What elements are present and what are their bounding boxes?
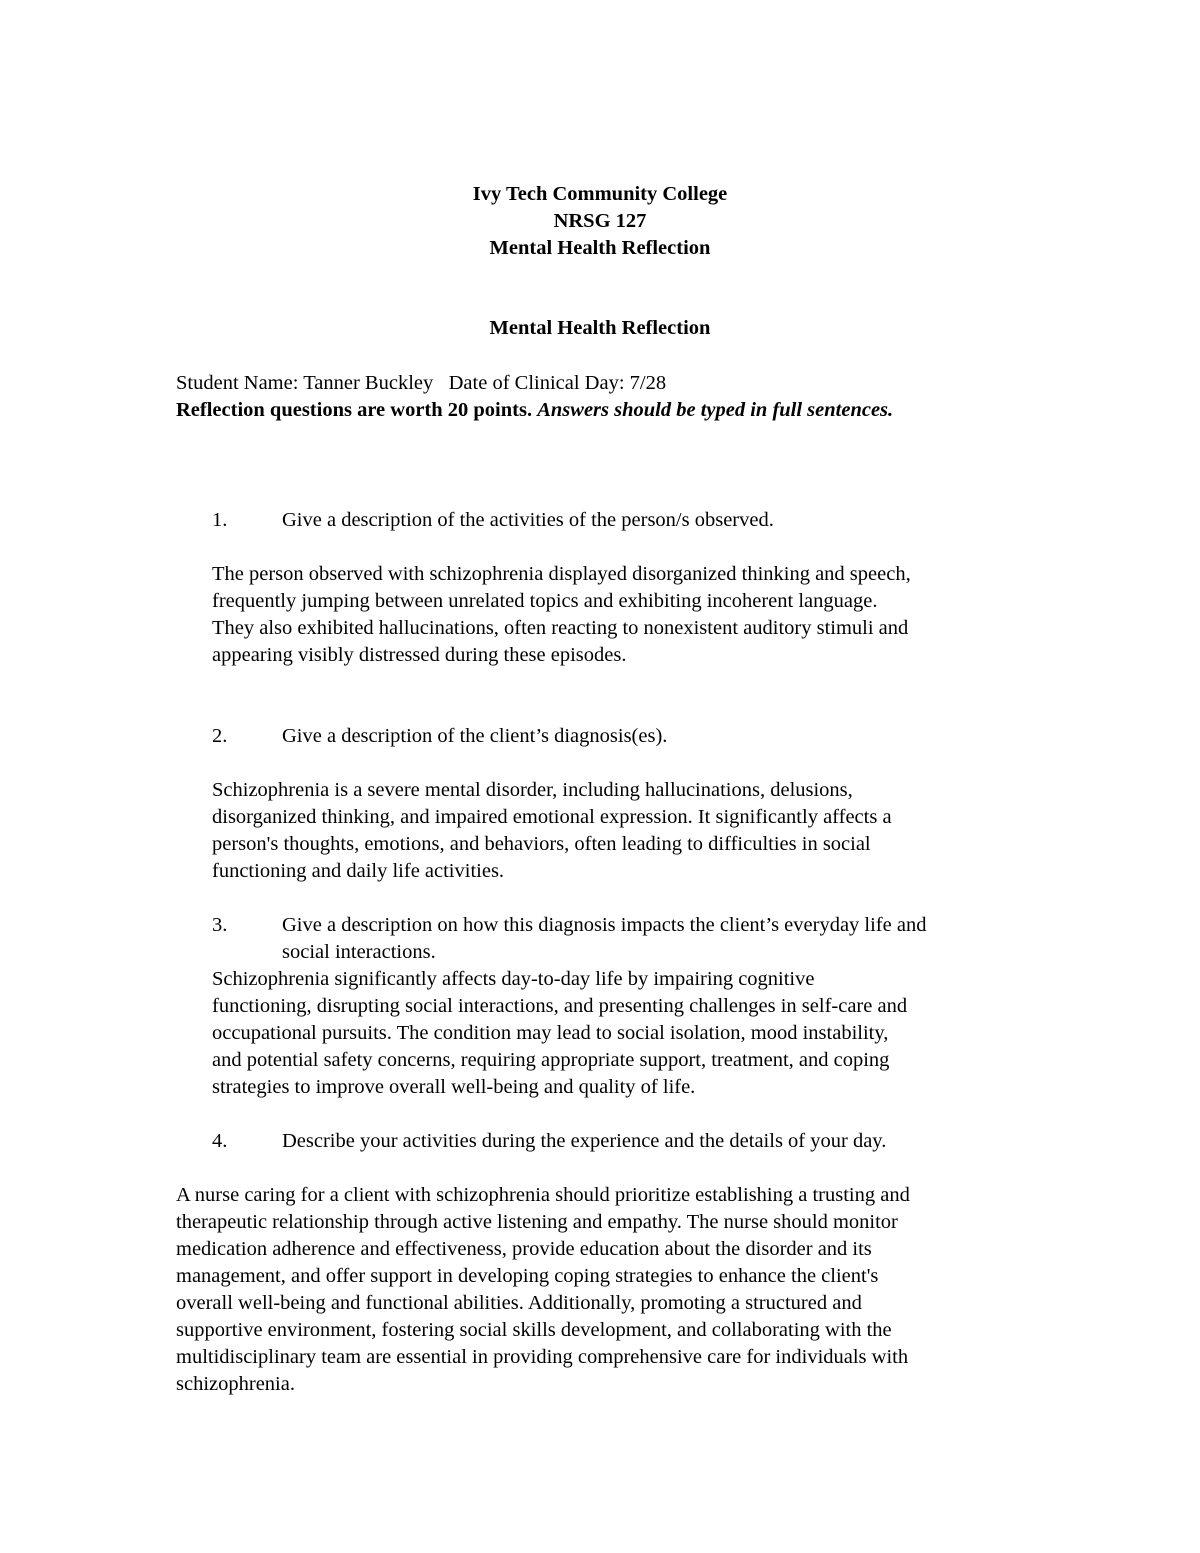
- answer-line: overall well-being and functional abilities. Additionally, promoting a structured and: [176, 1292, 862, 1314]
- answer-line: frequently jumping between unrelated topics and exhibiting incoherent language.: [212, 590, 878, 612]
- answer-line: The person observed with schizophrenia displayed disorganized thinking and speech,: [212, 563, 911, 585]
- institution-name: Ivy Tech Community College: [472, 183, 728, 205]
- answer-line: supportive environment, fostering social skills development, and collaborating with the: [176, 1319, 892, 1341]
- question-number: 4.: [212, 1130, 228, 1152]
- answer-line: Schizophrenia significantly affects day-to-day life by impairing cognitive: [212, 968, 815, 990]
- answer-3: [212, 966, 1042, 1101]
- answer-line: Schizophrenia is a severe mental disorder, including hallucinations, delusions,: [212, 779, 853, 801]
- question-number: 3.: [212, 914, 228, 936]
- answer-line: management, and offer support in developing coping strategies to enhance the client's: [176, 1265, 879, 1287]
- student-info-line: [176, 370, 666, 397]
- assignment-title: Mental Health Reflection: [489, 237, 711, 259]
- answer-4: [176, 1182, 1046, 1398]
- question-3: [212, 912, 1042, 966]
- answer-line: A nurse caring for a client with schizophrenia should prioritize establishing a trusting and: [176, 1184, 910, 1206]
- answer-line: schizophrenia.: [176, 1373, 295, 1395]
- question-text-line: Give a description on how this diagnosis impacts the client’s everyday life and: [282, 914, 927, 936]
- document-header: [0, 181, 1200, 262]
- course-code: NRSG 127: [553, 210, 647, 232]
- answer-2: [212, 777, 1042, 885]
- answer-1: [212, 561, 1042, 669]
- question-text: Describe your activities during the experience and the details of your day.: [282, 1130, 887, 1152]
- clinical-date-label: Date of Clinical Day:: [448, 372, 625, 394]
- answer-line: strategies to improve overall well-being and quality of life.: [212, 1076, 696, 1098]
- question-number: 1.: [212, 509, 228, 531]
- answer-line: disorganized thinking, and impaired emotional expression. It significantly affects a: [212, 806, 892, 828]
- answer-line: person's thoughts, emotions, and behaviors, often leading to difficulties in social: [212, 833, 871, 855]
- question-4: [212, 1128, 1042, 1155]
- question-text: Give a description of the client’s diagnosis(es).: [282, 725, 668, 747]
- answer-line: therapeutic relationship through active listening and empathy. The nurse should monitor: [176, 1211, 898, 1233]
- answer-line: appearing visibly distressed during these episodes.: [212, 644, 627, 666]
- answer-line: occupational pursuits. The condition may lead to social isolation, mood instability,: [212, 1022, 889, 1044]
- question-2: [212, 723, 1042, 750]
- answer-line: They also exhibited hallucinations, often reacting to nonexistent auditory stimuli and: [212, 617, 909, 639]
- clinical-date: 7/28: [629, 372, 667, 394]
- answer-line: medication adherence and effectiveness, provide education about the disorder and its: [176, 1238, 872, 1260]
- answer-line: functioning and daily life activities.: [212, 860, 505, 882]
- instructions: [176, 397, 893, 424]
- question-1: [212, 507, 1042, 534]
- answer-line: functioning, disrupting social interactions, and presenting challenges in self-care and: [212, 995, 908, 1017]
- points-statement: Reflection questions are worth 20 points.: [176, 399, 533, 421]
- question-number: 2.: [212, 725, 228, 747]
- question-text-line: social interactions.: [282, 941, 436, 963]
- student-name-label: Student Name:: [176, 372, 299, 394]
- student-name: Tanner Buckley: [303, 372, 434, 394]
- section-title: Mental Health Reflection: [489, 317, 711, 339]
- answer-format-note: Answers should be typed in full sentences.: [537, 399, 894, 421]
- answer-line: multidisciplinary team are essential in providing comprehensive care for individuals with: [176, 1346, 909, 1368]
- answer-line: and potential safety concerns, requiring appropriate support, treatment, and coping: [212, 1049, 890, 1071]
- question-text: Give a description of the activities of the person/s observed.: [282, 509, 774, 531]
